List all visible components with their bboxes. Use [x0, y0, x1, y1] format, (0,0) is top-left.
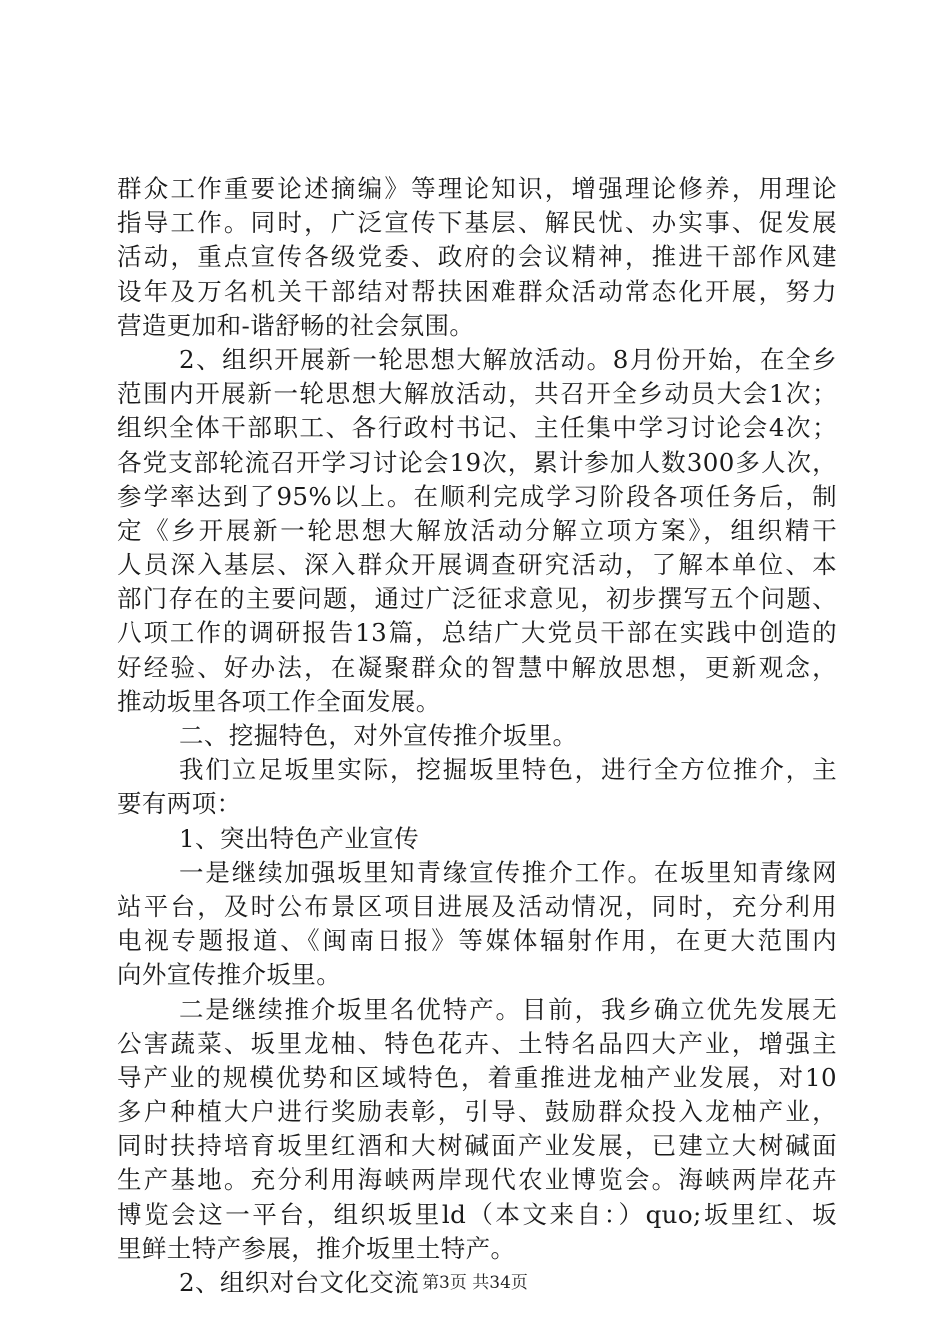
text-line: 人员深入基层、深入群众开展调查研究活动，了解本单位、本	[117, 550, 837, 580]
text-line: 同时扶持培育坂里红酒和大树碱面产业发展，已建立大树碱面	[117, 1131, 837, 1161]
text-line: 我们立足坂里实际，挖掘坂里特色，进行全方位推介，主	[179, 755, 837, 785]
text-line: 二是继续推介坂里名优特产。目前，我乡确立优先发展无	[179, 994, 837, 1024]
text-line: 导产业的规模优势和区域特色，着重推进龙柚产业发展，对10	[117, 1062, 837, 1092]
text-line: 2、组织开展新一轮思想大解放活动。8月份开始，在全乡	[179, 344, 837, 374]
text-line: 公害蔬菜、坂里龙柚、特色花卉、土特名品四大产业，增强主	[117, 1028, 837, 1058]
text-line: 电视专题报道、《闽南日报》等媒体辐射作用，在更大范围内	[117, 926, 837, 956]
text-line: 好经验、好办法，在凝聚群众的智慧中解放思想，更新观念，	[117, 652, 837, 682]
text-line: 群众工作重要论述摘编》等理论知识，增强理论修养，用理论	[117, 174, 837, 203]
text-line: 范围内开展新一轮思想大解放活动，共召开全乡动员大会1次；	[117, 379, 837, 409]
text-line: 推动坂里各项工作全面发展。	[117, 686, 441, 716]
text-line: 站平台，及时公布景区项目进展及活动情况，同时，充分利用	[117, 891, 837, 921]
text-line: 营造更加和-谐舒畅的社会氛围。	[117, 310, 475, 340]
text-line: 2、组织对台文化交流	[179, 1268, 420, 1297]
document-body	[117, 172, 837, 1300]
text-line: 博览会这一平台，组织坂里ld（本文来自：）quo;坂里红、坂	[117, 1199, 837, 1229]
text-line: 要有两项：	[117, 789, 242, 819]
text-line: 组织全体干部职工、各行政村书记、主任集中学习讨论会4次；	[117, 413, 837, 443]
text-line: 部门存在的主要问题，通过广泛征求意见，初步撰写五个问题、	[117, 584, 837, 614]
text-line: 活动，重点宣传各级党委、政府的会议精神，推进干部作风建	[117, 242, 837, 272]
text-line: 一是继续加强坂里知青缘宣传推介工作。在坂里知青缘网	[179, 857, 837, 887]
text-line: 八项工作的调研报告13篇，总结广大党员干部在实践中创造的	[117, 618, 837, 648]
text-line: 1、突出特色产业宣传	[179, 823, 420, 853]
text-line: 二、挖掘特色，对外宣传推介坂里。	[179, 721, 578, 750]
page-number-footer: 第3页 共34页	[422, 1273, 528, 1293]
text-line: 里鲜土特产参展，推介坂里土特产。	[117, 1233, 516, 1263]
text-line: 指导工作。同时，广泛宣传下基层、解民忧、办实事、促发展	[117, 208, 837, 238]
text-line: 生产基地。充分利用海峡两岸现代农业博览会。海峡两岸花卉	[117, 1165, 837, 1195]
text-line: 多户种植大户进行奖励表彰，引导、鼓励群众投入龙柚产业，	[117, 1097, 837, 1127]
text-line: 定《乡开展新一轮思想大解放活动分解立项方案》，组织精干	[117, 515, 837, 545]
text-line: 参学率达到了95%以上。在顺利完成学习阶段各项任务后，制	[117, 481, 837, 511]
text-line: 设年及万名机关干部结对帮扶困难群众活动常态化开展，努力	[117, 276, 837, 306]
text-line: 向外宣传推介坂里。	[117, 960, 342, 990]
text-line: 各党支部轮流召开学习讨论会19次，累计参加人数300多人次，	[117, 447, 837, 477]
